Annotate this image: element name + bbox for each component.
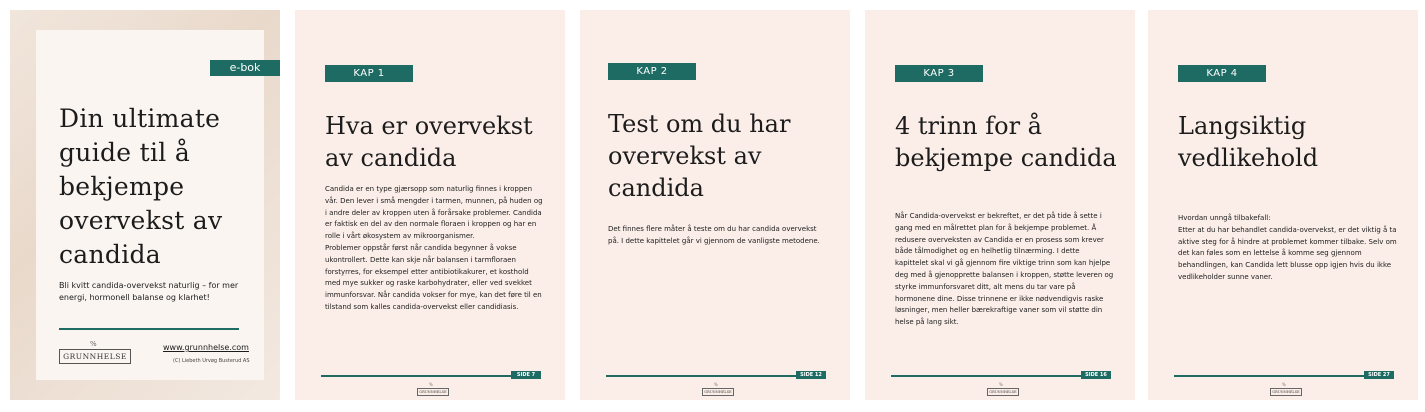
footer-divider (1174, 375, 1364, 377)
footer-divider (321, 375, 511, 377)
chapter-label: KAP 3 (895, 65, 983, 82)
chapter-body: Det finnes flere måter å teste om du har candida overvekst på. I dette kapittelet går vi gjennom de vanligste metodene. (608, 225, 820, 245)
footer-logo: GRUNNHELSE (702, 388, 734, 396)
logo-mark-icon: % (90, 340, 97, 348)
chapter-title: Langsiktig vedlikehold (1178, 112, 1319, 172)
page-number-badge: SIDE 16 (1081, 371, 1111, 379)
logo-mark-icon: % (1282, 382, 1286, 387)
footer-logo: GRUNNHELSE (1270, 388, 1302, 396)
copyright-text: (C) Liebeth Urvøg Busterud AS (173, 358, 250, 364)
page-number-badge: SIDE 12 (796, 371, 826, 379)
chapter-page-4[interactable] (1148, 10, 1418, 400)
footer-divider (891, 375, 1081, 377)
chapter-title: Test om du har overvekst av candida (608, 110, 791, 202)
footer-logo: GRUNNHELSE (417, 388, 449, 396)
chapter-title: 4 trinn for å bekjempe candida (895, 112, 1117, 172)
chapter-page-1[interactable] (295, 10, 565, 400)
cover-title: Din ultimate guide til å bekjempe overvekst av candida (59, 104, 223, 269)
chapter-body: Candida er en type gjærsopp som naturlig finnes i kroppen vår. Den lever i små mengder i tarmen, munnen, på huden og i andre deler av kroppen uten å forårsake problemer. Candida er faktisk en del av den normale floraen i kroppen og har en rolle i vårt økosystem av mikroorganismer. Problemer oppstår først når candida begynner å vokse ukontrollert. Dette kan skje når balansen i tarmfloraen forstyrres, for eksempel etter antibiotikakurer, et kosthold med mye sukker og raske karbohydrater, eller ved svekket immunforsvar. Når candida vokser for mye, kan det føre til en tilstand som kalles candida-overvekst eller candidiasis. (325, 185, 543, 311)
chapter-page-2[interactable] (580, 10, 850, 400)
ebook-tag: e-bok (210, 60, 280, 76)
page-number-badge: SIDE 27 (1364, 371, 1394, 379)
page-number-badge: SIDE 7 (511, 371, 541, 379)
logo-mark-icon: % (429, 382, 433, 387)
website-link[interactable]: www.grunnhelse.com (163, 343, 249, 352)
logo-mark-icon: % (714, 382, 718, 387)
cover-page[interactable] (10, 10, 280, 400)
chapter-label: KAP 4 (1178, 65, 1266, 82)
chapter-page-3[interactable] (865, 10, 1135, 400)
chapter-label: KAP 1 (325, 65, 413, 82)
chapter-body: Når Candida-overvekst er bekreftet, er det på tide å sette i gang med en målrettet plan for å bekjempe problemet. Å redusere overveksten av Candida er en prosess som krever både tålmodighet og en helhetlig tilnærming. I dette kapittelet skal vi gå gjennom fire viktige trinn som kan hjelpe deg med å gjenopprette balansen i kroppen, støtte leveren og styrke immunforsvaret ditt, alt mens du tar vare på hormonene dine. Disse trinnene er ikke nødvendigvis raske løsninger, men heller bærekraftige vaner som vil støtte din helse på lang sikt. (895, 212, 1114, 327)
footer-divider (606, 375, 796, 377)
chapter-body: Hvordan unngå tilbakefall: Etter at du har behandlet candida-overvekst, er det viktig å ta aktive steg for å hindre at problemet kommer tilbake. Selv om det kan føles som en lettelse å komme seg gjennom behandlingen, kan Candida lett blusse opp igjen hvis du ikke vedlikeholder sunne vaner. (1178, 214, 1397, 281)
chapter-title: Hva er overvekst av candida (325, 112, 533, 172)
cover-divider (59, 328, 239, 330)
logo-mark-icon: % (999, 382, 1003, 387)
chapter-label: KAP 2 (608, 63, 696, 80)
grunnhelse-logo: GRUNNHELSE (59, 349, 131, 364)
footer-logo: GRUNNHELSE (987, 388, 1019, 396)
cover-subtitle: Bli kvitt candida-overvekst naturlig – for mer energi, hormonell balanse og klarhet! (59, 281, 239, 302)
